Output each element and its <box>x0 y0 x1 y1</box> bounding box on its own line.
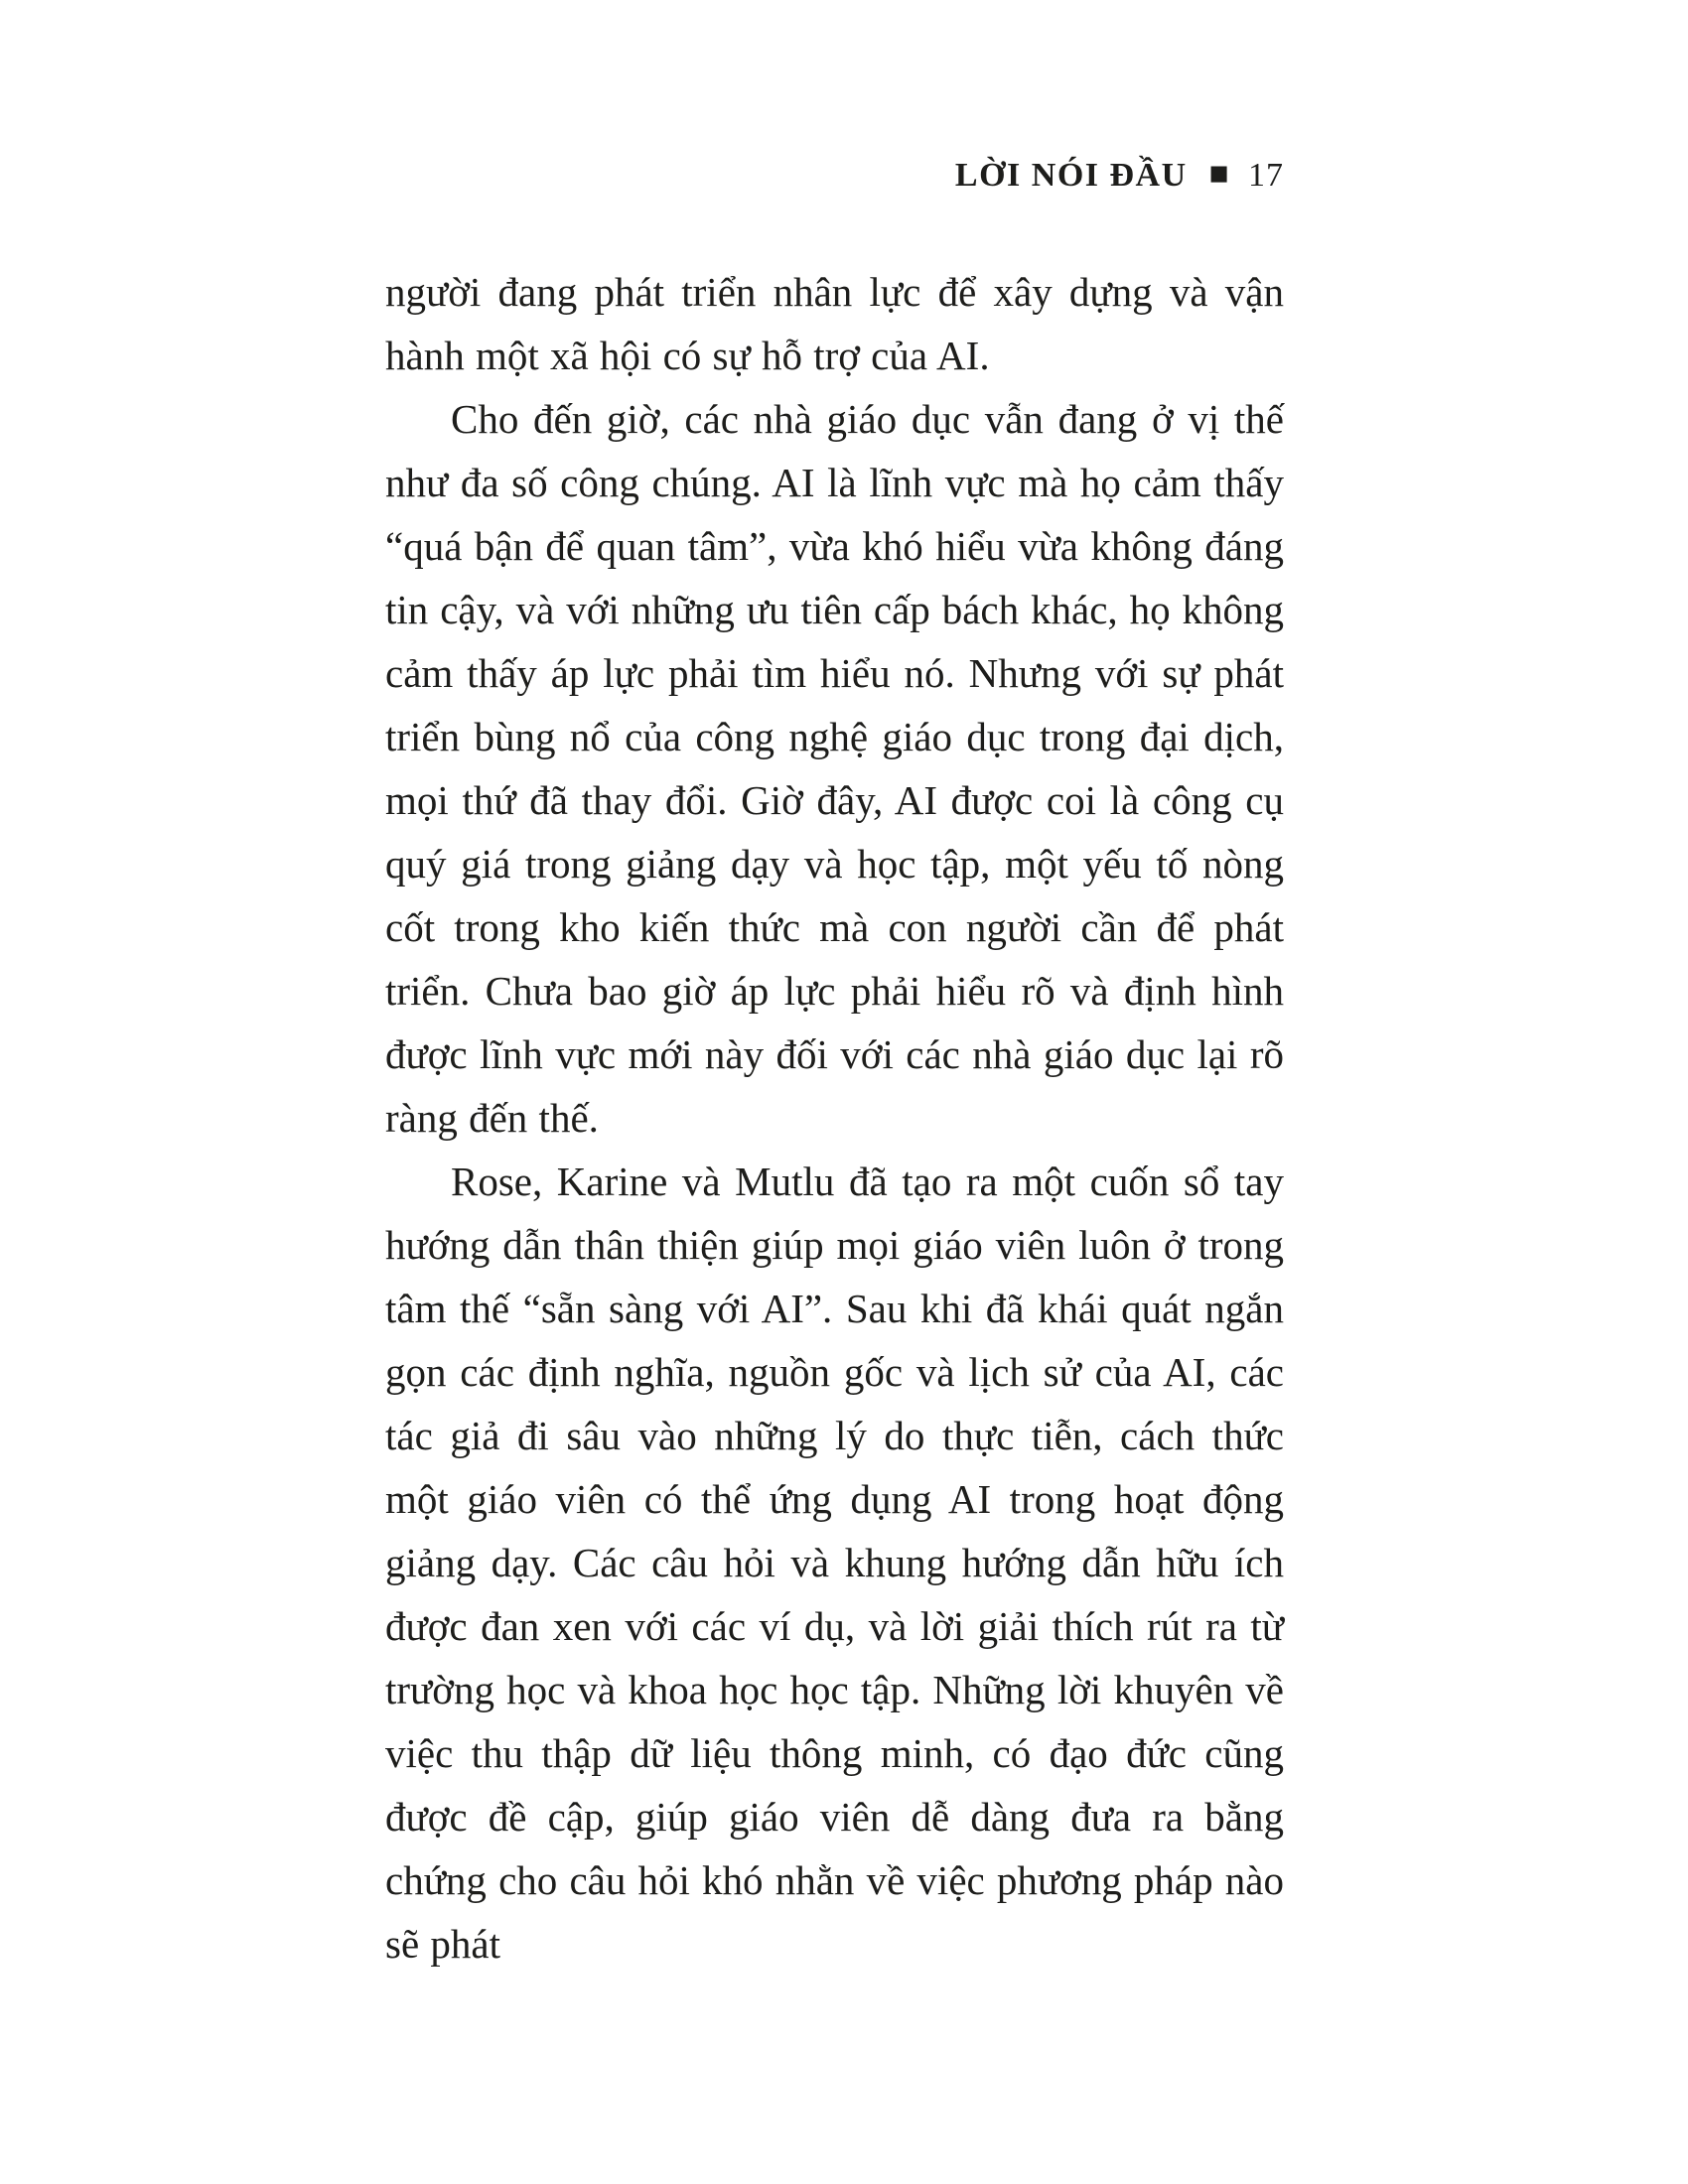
body-text <box>385 260 1284 1976</box>
paragraph: Cho đến giờ, các nhà giáo dục vẫn đang ở vị thế như đa số công chúng. AI là lĩnh vực mà họ cảm thấy “quá bận để quan tâm”, vừa khó hiểu vừa không đáng tin cậy, và với những ưu tiên cấp bách khác, họ không cảm thấy áp lực phải tìm hiểu nó. Nhưng với sự phát triển bùng nổ của công nghệ giáo dục trong đại dịch, mọi thứ đã thay đổi. Giờ đây, AI được coi là công cụ quý giá trong giảng dạy và học tập, một yếu tố nòng cốt trong kho kiến thức mà con người cần để phát triển. Chưa bao giờ áp lực phải hiểu rõ và định hình được lĩnh vực mới này đối với các nhà giáo dục lại rõ ràng đến thế. <box>385 396 1284 1141</box>
square-separator-icon: ■ <box>1208 161 1230 185</box>
page-number: 17 <box>1248 157 1284 194</box>
text-column <box>385 0 1284 1976</box>
paragraph: Rose, Karine và Mutlu đã tạo ra một cuốn sổ tay hướng dẫn thân thiện giúp mọi giáo viên luôn ở trong tâm thế “sẵn sàng với AI”. Sau khi đã khái quát ngắn gọn các định nghĩa, nguồn gốc và lịch sử của AI, các tác giả đi sâu vào những lý do thực tiễn, cách thức một giáo viên có thể ứng dụng AI trong hoạt động giảng dạy. Các câu hỏi và khung hướng dẫn hữu ích được đan xen với các ví dụ, và lời giải thích rút ra từ trường học và khoa học học tập. Những lời khuyên về việc thu thập dữ liệu thông minh, có đạo đức cũng được đề cập, giúp giáo viên dễ dàng đưa ra bằng chứng cho câu hỏi khó nhằn về việc phương pháp nào sẽ phát <box>385 1159 1284 1967</box>
running-head-title: LỜI NÓI ĐẦU <box>954 157 1188 194</box>
running-head <box>385 157 1284 195</box>
paragraph-continuation: người đang phát triển nhân lực để xây dựng và vận hành một xã hội có sự hỗ trợ của AI. <box>385 269 1284 378</box>
